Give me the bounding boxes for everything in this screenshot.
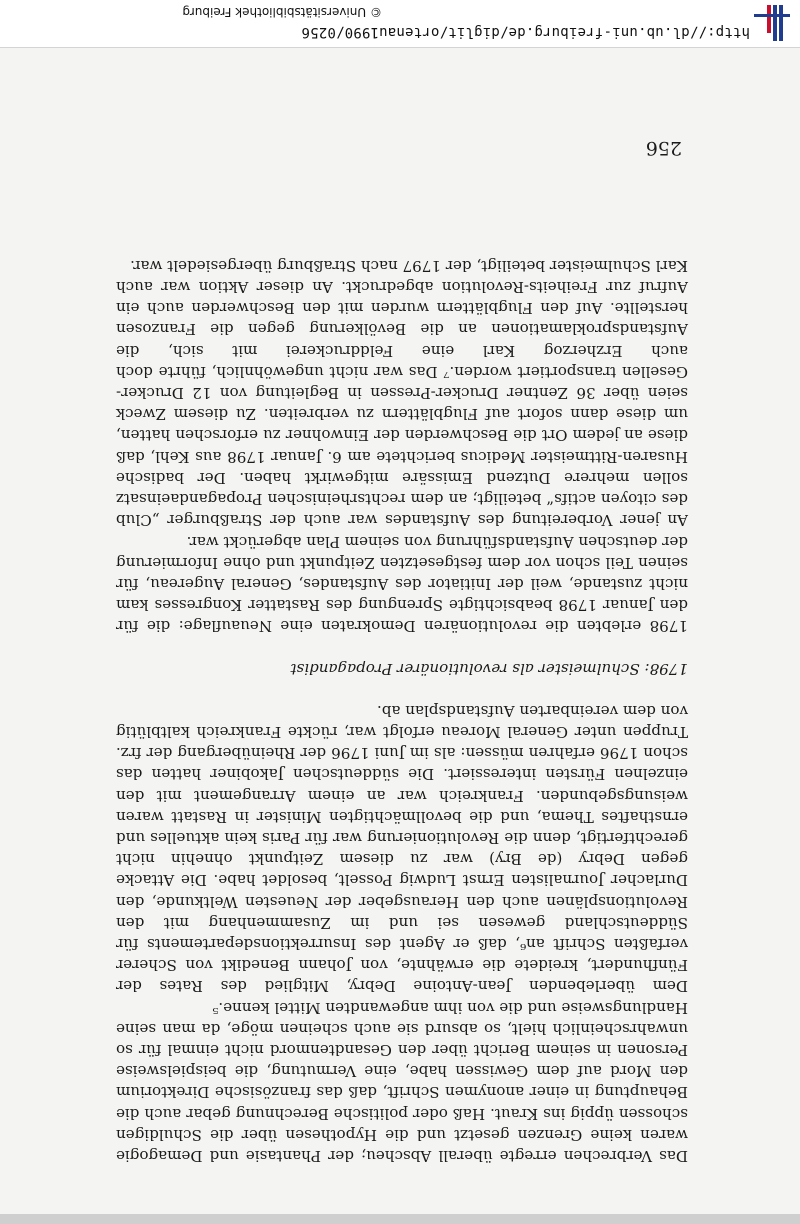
copyright-text: © Universitätsbibliothek Freiburg bbox=[182, 5, 382, 19]
section-heading: 1798: Schulmeister als revolutionärer Propagandist bbox=[290, 659, 688, 678]
paragraph: 1798 erlebten die revolutionären Demokraten eine Neuauflage: die für den Januar 1798 beabsichtigte Sprengung des Rastatter Kongresses kam nicht zustande, weil der Initiator des Aufstandes, General Augereau, für seinen Teil schon vor dem festgesetzten Zeitpunkt und ohne Informierung der deutschen Aufstandsführung von seinem Plan abgerückt war. bbox=[116, 532, 688, 636]
scanned-page bbox=[0, 48, 800, 1214]
page-number: 256 bbox=[645, 137, 682, 159]
university-library-logo-icon bbox=[750, 3, 792, 43]
top-strip bbox=[0, 1214, 800, 1224]
viewer-footer bbox=[0, 0, 800, 48]
paragraph-gap bbox=[116, 636, 688, 657]
page-url-link[interactable]: http://dl.ub.uni-freiburg.de/diglit/ortenau1990/0256 bbox=[301, 24, 750, 40]
paragraph: An jener Vorbereitung des Aufstandes war auch der Straßburger „Club des citoyen actifs“ beteiligt; an dem rechtsrheinischen Propagandaeinsatz sollen mehrere Dutzend Emissäre mitgewirkt haben. Der badische Husaren-Rittmeister Medicus berichtete am 6. Januar 1798 aus Kehl, daß diese an jedem Ort die Beschwerden der Einwohner zu erforschen hatten, um diese dann sofort auf Flugblättern zu verbreiten. Zu diesem Zweck seien über 36 Zentner Drucker-Pressen in Begleitung von 12 Drucker-Gesellen transportiert worden.⁷ Das war nicht ungewöhnlich, führte doch auch Erzherzog Karl eine Felddruckerei mit sich, die Aufstandsproklamationen an die Bevölkerung gegen die Franzosen herstellte. Auf den Flugblättern wurden mit den Beschwerden auch ein Aufruf zur Freiheits-Revolution abgedruckt. An dieser Aktion war auch Karl Schulmeister beteiligt, der 1797 nach Straßburg übergesiedelt war. bbox=[116, 256, 688, 530]
paragraph: Das Verbrechen erregte überall Abscheu; der Phantasie und Demagogie waren keine Grenzen gesetzt und die Hypothesen über die Schuldigen schossen üppig ins Kraut. Haß oder politische Berechnung gebar auch die Behauptung in einer anonymen Schrift, daß das französische Direktorium den Mord auf dem Gewissen habe, eine Vermutung, die beispielsweise Personen in seinem Bericht über den Gesandtenmord nicht einmal für so unwahrscheinlich hielt, so absurd sie auch scheinen möge, da man seine Handlungsweise und die von ihm angewandten Mittel kenne.⁵ bbox=[116, 998, 688, 1165]
paragraph: Dem überlebenden Jean-Antoine Debry, Mitglied des Rates der Fünfhundert, kreidete die erwähnte, von Johann Benedikt von Scherer verfaßten Schrift an⁶, daß er Agent des Insurrektionsdepartements für Süddeutschland gewesen sei und im Zusammenhang mit den Revolutionsplänen auch den Herausgeber der Neuesten Weltkunde, den Durlacher Journalisten Ernst Ludwig Posselt, besoldet habe. Die Attacke gegen Debry (de Bry) war zu diesem Zeitpunkt ohnehin nicht gerechtfertigt, denn die Revolutionierung war für Paris kein aktuelles und ernsthaftes Thema, und die bevollmächtigten Minister in Rastatt waren weisungsgebunden. Frankreich war an einem Arrangement mit den einzelnen Fürsten interessiert. Die süddeutschen Jakobiner hatten das schon 1796 erfahren müssen: als im Juni 1796 der Rheinübergang der frz. Truppen unter General Moreau erfolgt war, rückte Frankreich kaltblütig von dem vereinbarten Aufstandsplan ab. bbox=[116, 701, 688, 996]
paragraph-gap bbox=[116, 679, 688, 700]
body-text bbox=[116, 255, 688, 1166]
